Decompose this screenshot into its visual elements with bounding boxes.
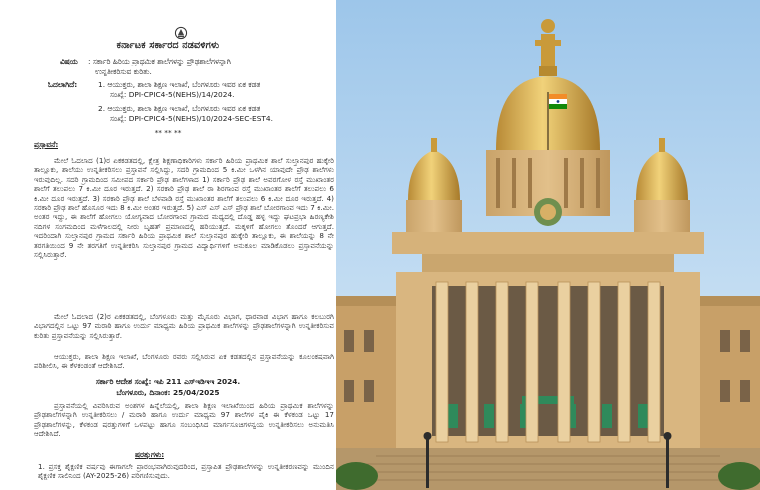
vidhana-soudha-photo [336,0,760,490]
government-order-document [0,0,336,490]
reference-1-line-1: 1. ಆಯುಕ್ತರು, ಶಾಲಾ ಶಿಕ್ಷಣ ಇಲಾಖೆ, ಬೆಂಗಳೂರು ಇವರ ಏಕ ಕಡತ [98,80,261,89]
condition-1: 1. ಪ್ರಸಕ್ತ ಶೈಕ್ಷಣಿಕ ವರ್ಷವು ಈಗಾಗಲೇ ಪ್ರಾರಂಭವಾಗಿರುವುದರಿಂದ, ಪ್ರಸ್ತಾಪಿತ ಪ್ರೌಢಶಾಲೆಗಳನ್ನು ಉನ್ನತೀಕರಣವನ್ನು ಮುಂದಿನ ಶೈಕ್ಷಣಿಕ ಸಾಲಿನಿಂದ (AY-2025-26) ಪರಿಗಣಿಸುವುದು. [38,462,334,481]
preamble-paragraph-2: ಮೇಲೆ ಓದಲಾದ (2)ರ ಏಕಕಡತದಲ್ಲಿ, ಬೆಂಗಳೂರು ಮತ್ತು ಮೈಸೂರು ವಿಭಾಗ, ಧಾರವಾಡ ವಿಭಾಗ ಹಾಗೂ ಕಲಬುರಗಿ ವಿಭಾಗದಲ್ಲಿನ ಒಟ್ಟು 97 ಮರಾಠಿ ಹಾಗೂ ಉರ್ದು ಮಾಧ್ಯಮ ಹಿರಿಯ ಪ್ರಾಥಮಿಕ ಶಾಲೆಗಳನ್ನು ಪ್ರೌಢಶಾಲೆಗಳನ್ನಾಗಿ ಉನ್ನತೀಕರಿಸುವ ಕುರಿತು ಪ್ರಸ್ತಾವನೆಯನ್ನು ಸಲ್ಲಿಸಿರುತ್ತಾರೆ. [34,312,334,340]
facade-cornice [392,232,704,254]
preamble-label: ಪ್ರಸ್ತಾವನೆ: [34,140,59,149]
subject-text-2: ಉನ್ನತೀಕರಿಸುವ ಕುರಿತು. [95,67,152,76]
subject-label: ವಿಷಯ [60,57,78,66]
state-emblem-icon [174,26,188,40]
reference-2-line-2: ಸಂಖ್ಯೆ: DPI-CPIC4-5(NEHS)/10/2024-SEC-EST4. [110,114,273,123]
separator-stars: ** ** ** [154,128,182,137]
document-header: ಕರ್ನಾಟಕ ಸರ್ಕಾರದ ನಡವಳಿಗಳು [116,40,220,51]
conditions-label: ಷರತ್ತುಗಳು: [135,450,165,459]
order-number: ಸರ್ಕಾರಿ ಆದೇಶ ಸಂಖ್ಯೆ: ಇಪಿ 211 ಎಸ್ಇಡಿಇಇ 2024. [95,377,241,386]
building-illustration [336,0,760,490]
preamble-paragraph-1: ಮೇಲೆ ಓದಲಾದ (1)ರ ಏಕಕಡತದಲ್ಲಿ, ಕ್ಷೇತ್ರ ಶಿಕ್ಷಣಾಧಿಕಾರಿಗಳು ಸರ್ಕಾರಿ ಹಿರಿಯ ಪ್ರಾಥಮಿಕ ಶಾಲೆ ಸುಲ್ತಾನಪುರ ಹುಕ್ಕೇರಿ ತಾಲ್ಲೂಕು, ಶಾಲೆಯು ಉನ್ನತೀಕರಿಸಲು ಪ್ರಸ್ತಾವನೆ ಸಲ್ಲಿಸಿದ್ದು, ಸದರಿ ಗ್ರಾಮದಿಂದ 5 ಕಿ.ಮೀ ಒಳಗಿನ ಯಾವುದೇ ಪ್ರೌಢ ಶಾಲೆಗಳು ಇರುವುದಿಲ್ಲ. ಸದರಿ ಗ್ರಾಮದಿಂದ ಸಮೀಪದ ಸರ್ಕಾರಿ ಪ್ರೌಢ ಶಾಲೆಗಳಾದ 1) ಸರ್ಕಾರಿ ಪ್ರೌಢ ಶಾಲೆ ಅವರಗೋಳ ರಸ್ತೆ ಮುಖಾಂತರ ಶಾಲೆಗೆ ತಲುಪಲು 7 ಕಿ.ಮೀ ದೂರ ಇರುತ್ತದೆ. 2) ಸರಕಾರಿ ಪ್ರೌಢ ಶಾಲೆ ರಾ ಶಿರಗಾಂವ ರಸ್ತೆ ಮುಖಾಂತರ ಶಾಲೆಗೆ ತಲುಪಲು 6 ಕಿ.ಮೀ ದೂರ ಇರುತ್ತದೆ. 3) ಸರಕಾರಿ ಪ್ರೌಢ ಶಾಲೆ ಬೆಳವಾಡಿ ರಸ್ತೆ ಮುಖಾಂತರ ಶಾಲೆಗೆ ತಲುಪಲು 6 ಕಿ.ಮೀ ದೂರ ಇರುತ್ತದೆ. 4) ಸರಕಾರಿ ಪ್ರೌಢ ಶಾಲೆ ಹೊಸೂರ ಇದು 8 ಕಿ.ಮೀ ಅಂತರ ಇರುತ್ತದೆ. 5) ಎಸ್ ಎಸ್ ಎಸ್ ಪ್ರೌಢ ಶಾಲೆ ಬೋರಗಾಂವ ಇದು 7 ಕಿ.ಮೀ. ಅಂತರ ಇದ್ದು, ಈ ಶಾಲೆಗೆ ಹೋಗಲು ಯೋಗ್ಯವಾದ ಬೋರಗಾಂವ ಗ್ರಾಮದ ಮಧ್ಯದಲ್ಲಿ ದೊಡ್ಡ ಹಳ್ಳ ಇದ್ದು ಘಟಪ್ರಭಾ ಹಿರಣ್ಯಕೇಶಿ ನದಿಗಳ ಸಂಗಮದಿಂದ ಮಳೆಗಾಲದಲ್ಲಿ ನೀರು ಬೃಹತ್ ಪ್ರಮಾಣದಲ್ಲಿ ಹರಿಯುತ್ತದೆ. ಮಕ್ಕಳಿಗೆ ಹೋಗಲು ತೊಂದರೆ ಆಗುತ್ತದೆ. ಇದರಿಂದಾಗಿ ಸುಲ್ತಾನಪುರ ಗ್ರಾಮದ ಸರ್ಕಾರಿ ಹಿರಿಯ ಪ್ರಾಥಮಿಕ ಶಾಲೆ ಸುಲ್ತಾನಪುರ ಹುಕ್ಕೇರಿ ತಾಲ್ಲೂಕು, ಈ ಶಾಲೆಯನ್ನು 8 ನೇ ತರಗತಿಯಿಂದ 9 ನೇ ತರಗತಿಗೆ ಉನ್ನತೀಕರಿಸಿ ಸುಲ್ತಾನಪುರ ಗ್ರಾಮದ ವಿದ್ಯಾರ್ಥಿಗಳಿಗೆ ಅನುಕೂಲ ಮಾಡಿಕೊಡಲು ಪ್ರಸ್ತಾವನೆಯನ್ನು ಸಲ್ಲಿಸಿರುತ್ತಾರೆ. [34,156,334,260]
order-place-date: ಬೆಂಗಳೂರು, ದಿನಾಂಕ: 25/04/2025 [116,388,220,397]
reference-label: ಓದಲಾಗಿದೆ: [48,80,78,89]
order-paragraph: ಪ್ರಸ್ತಾವನೆಯಲ್ಲಿ ವಿವರಿಸಿರುವ ಅಂಶಗಳ ಹಿನ್ನೆಲೆಯಲ್ಲಿ, ಶಾಲಾ ಶಿಕ್ಷಣ ಇಲಾಖೆಯಿಂದ ಹಿರಿಯ ಪ್ರಾಥಮಿಕ ಶಾಲೆಗಳನ್ನು ಪ್ರೌಢಶಾಲೆಗಳನ್ನಾಗಿ ಉನ್ನತೀಕರಿಸಲು / ಮರಾಠಿ ಹಾಗೂ ಉರ್ದು ಮಾಧ್ಯಮ 97 ಶಾಲೆಗಳ ಪೈಕಿ ಈ ಕೆಳಕಂಡ ಒಟ್ಟು 17 ಪ್ರೌಢಶಾಲೆಗಳನ್ನು, ಕೆಳಕಂಡ ಷರತ್ತುಗಳಿಗೆ ಒಳಪಟ್ಟು ಹಾಗೂ ಸಂಬಂಧಿಸಿದ ಮಾರ್ಗಸೂಚಿಗಳನ್ವಯ ಉನ್ನತೀಕರಿಸಲು ಅನುಮತಿಸಿ ಆದೇಶಿಸಿದೆ. [34,401,334,439]
front-steps [336,448,760,490]
reference-2-line-1: 2. ಆಯುಕ್ತರು, ಶಾಲಾ ಶಿಕ್ಷಣ ಇಲಾಖೆ, ಬೆಂಗಳೂರು ಇವರ ಏಕ ಕಡತ [98,104,261,113]
preamble-paragraph-3: ಆಯುಕ್ತರು, ಶಾಲಾ ಶಿಕ್ಷಣ ಇಲಾಖೆ, ಬೆಂಗಳೂರು ರವರು ಸಲ್ಲಿಸಿರುವ ಏಕ ಕಡತದಲ್ಲಿನ ಪ್ರಸ್ತಾವನೆಯನ್ನು ಕೂಲಂಕಷವಾಗಿ ಪರಿಶೀಲಿಸಿ, ಈ ಕೆಳಕಂಡಂತೆ ಆದೇಶಿಸಿದೆ. [34,352,334,371]
subject-text-1: : ಸರ್ಕಾರಿ ಹಿರಿಯ ಪ್ರಾಥಮಿಕ ಶಾಲೆಗಳನ್ನು ಪ್ರೌಢಶಾಲೆಗಳನ್ನಾಗಿ [88,57,231,66]
pediment [422,254,674,272]
reference-1-line-2: ಸಂಖ್ಯೆ: DPI-CPIC4-5(NEHS)/14/2024. [110,90,235,99]
